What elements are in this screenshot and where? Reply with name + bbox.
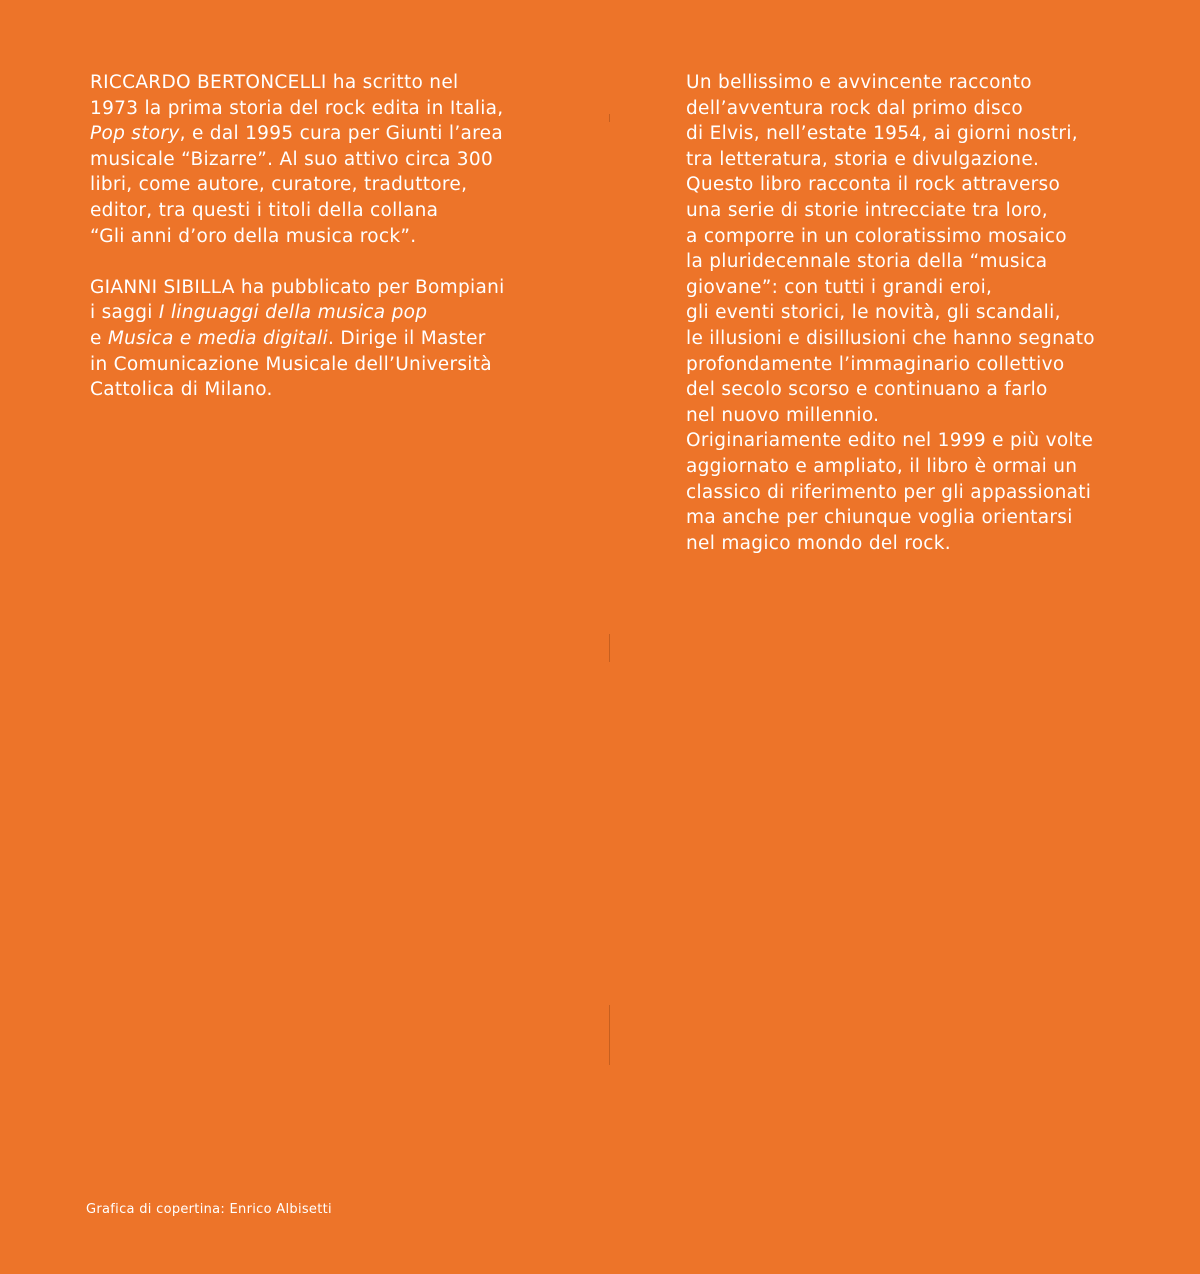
blurb-line: di Elvis, nell’estate 1954, ai giorni nostri,: [686, 123, 1078, 145]
bio-line: [90, 121, 570, 147]
blurb-line: aggiornato e ampliato, il libro è ormai un: [686, 455, 1078, 477]
book-title-musica-media: Musica e media digitali: [107, 327, 329, 349]
blurb-line: nel nuovo millennio.: [686, 404, 880, 426]
bio-text: e: [90, 327, 108, 349]
bio-line: libri, come autore, curatore, traduttore,: [90, 174, 468, 196]
blurb-line: tra letteratura, storia e divulgazione.: [686, 148, 1040, 170]
bio-text: . Dirige il Master: [328, 327, 486, 349]
bio-line: RICCARDO BERTONCELLI ha scritto nel: [90, 72, 459, 93]
blurb-line: profondamente l’immaginario collettivo: [686, 353, 1065, 375]
blurb-line: ma anche per chiunque voglia orientarsi: [686, 507, 1073, 529]
cover-design-credit: Grafica di copertina: Enrico Albisetti: [86, 1202, 332, 1217]
book-blurb: [686, 70, 1156, 556]
book-title-pop-story: Pop story: [90, 123, 180, 145]
bio-text: , e dal 1995 cura per Giunti l’area: [179, 123, 503, 145]
bio-text: i saggi: [90, 302, 159, 324]
blurb-line: le illusioni e disillusioni che hanno segnato: [686, 327, 1095, 349]
blurb-line: gli eventi storici, le novità, gli scandali,: [686, 302, 1061, 324]
blurb-line: del secolo scorso e continuano a farlo: [686, 379, 1048, 401]
blurb-line: dell’avventura rock dal primo disco: [686, 97, 1024, 119]
bio-line: in Comunicazione Musicale dell’Università: [90, 353, 492, 375]
blurb-line: la pluridecennale storia della “musica: [686, 251, 1048, 273]
author-bio-bertoncelli: [90, 70, 570, 249]
book-blurb-column: [686, 70, 1156, 556]
bio-line: “Gli anni d’oro della musica rock”.: [90, 225, 417, 247]
author-bios-column: [90, 70, 570, 403]
bio-line: editor, tra questi i titoli della collana: [90, 199, 439, 221]
blurb-line: classico di riferimento per gli appassionati: [686, 481, 1092, 503]
blurb-line: a comporre in un coloratissimo mosaico: [686, 225, 1067, 247]
bio-line: GIANNI SIBILLA ha pubblicato per Bompiani: [90, 276, 505, 298]
spine-fold-mark: [609, 634, 610, 662]
blurb-line: nel magico mondo del rock.: [686, 532, 951, 554]
spine-fold-mark: [609, 1005, 610, 1065]
bio-line: Cattolica di Milano.: [90, 379, 273, 401]
bio-line: musicale “Bizarre”. Al suo attivo circa 300: [90, 148, 494, 170]
spine-fold-mark: [609, 114, 610, 122]
author-bio-sibilla: [90, 275, 570, 403]
bio-line: 1973 la prima storia del rock edita in Italia,: [90, 97, 504, 119]
blurb-line: Originariamente edito nel 1999 e più volte: [686, 430, 1094, 452]
bio-line: [90, 326, 570, 352]
book-title-linguaggi: I linguaggi della musica pop: [158, 302, 428, 324]
blurb-line: una serie di storie intrecciate tra loro,: [686, 199, 1048, 221]
blurb-line: Un bellissimo e avvincente racconto: [686, 72, 1032, 93]
blurb-line: Questo libro racconta il rock attraverso: [686, 174, 1061, 196]
bio-line: [90, 300, 570, 326]
blurb-line: giovane”: con tutti i grandi eroi,: [686, 276, 993, 298]
